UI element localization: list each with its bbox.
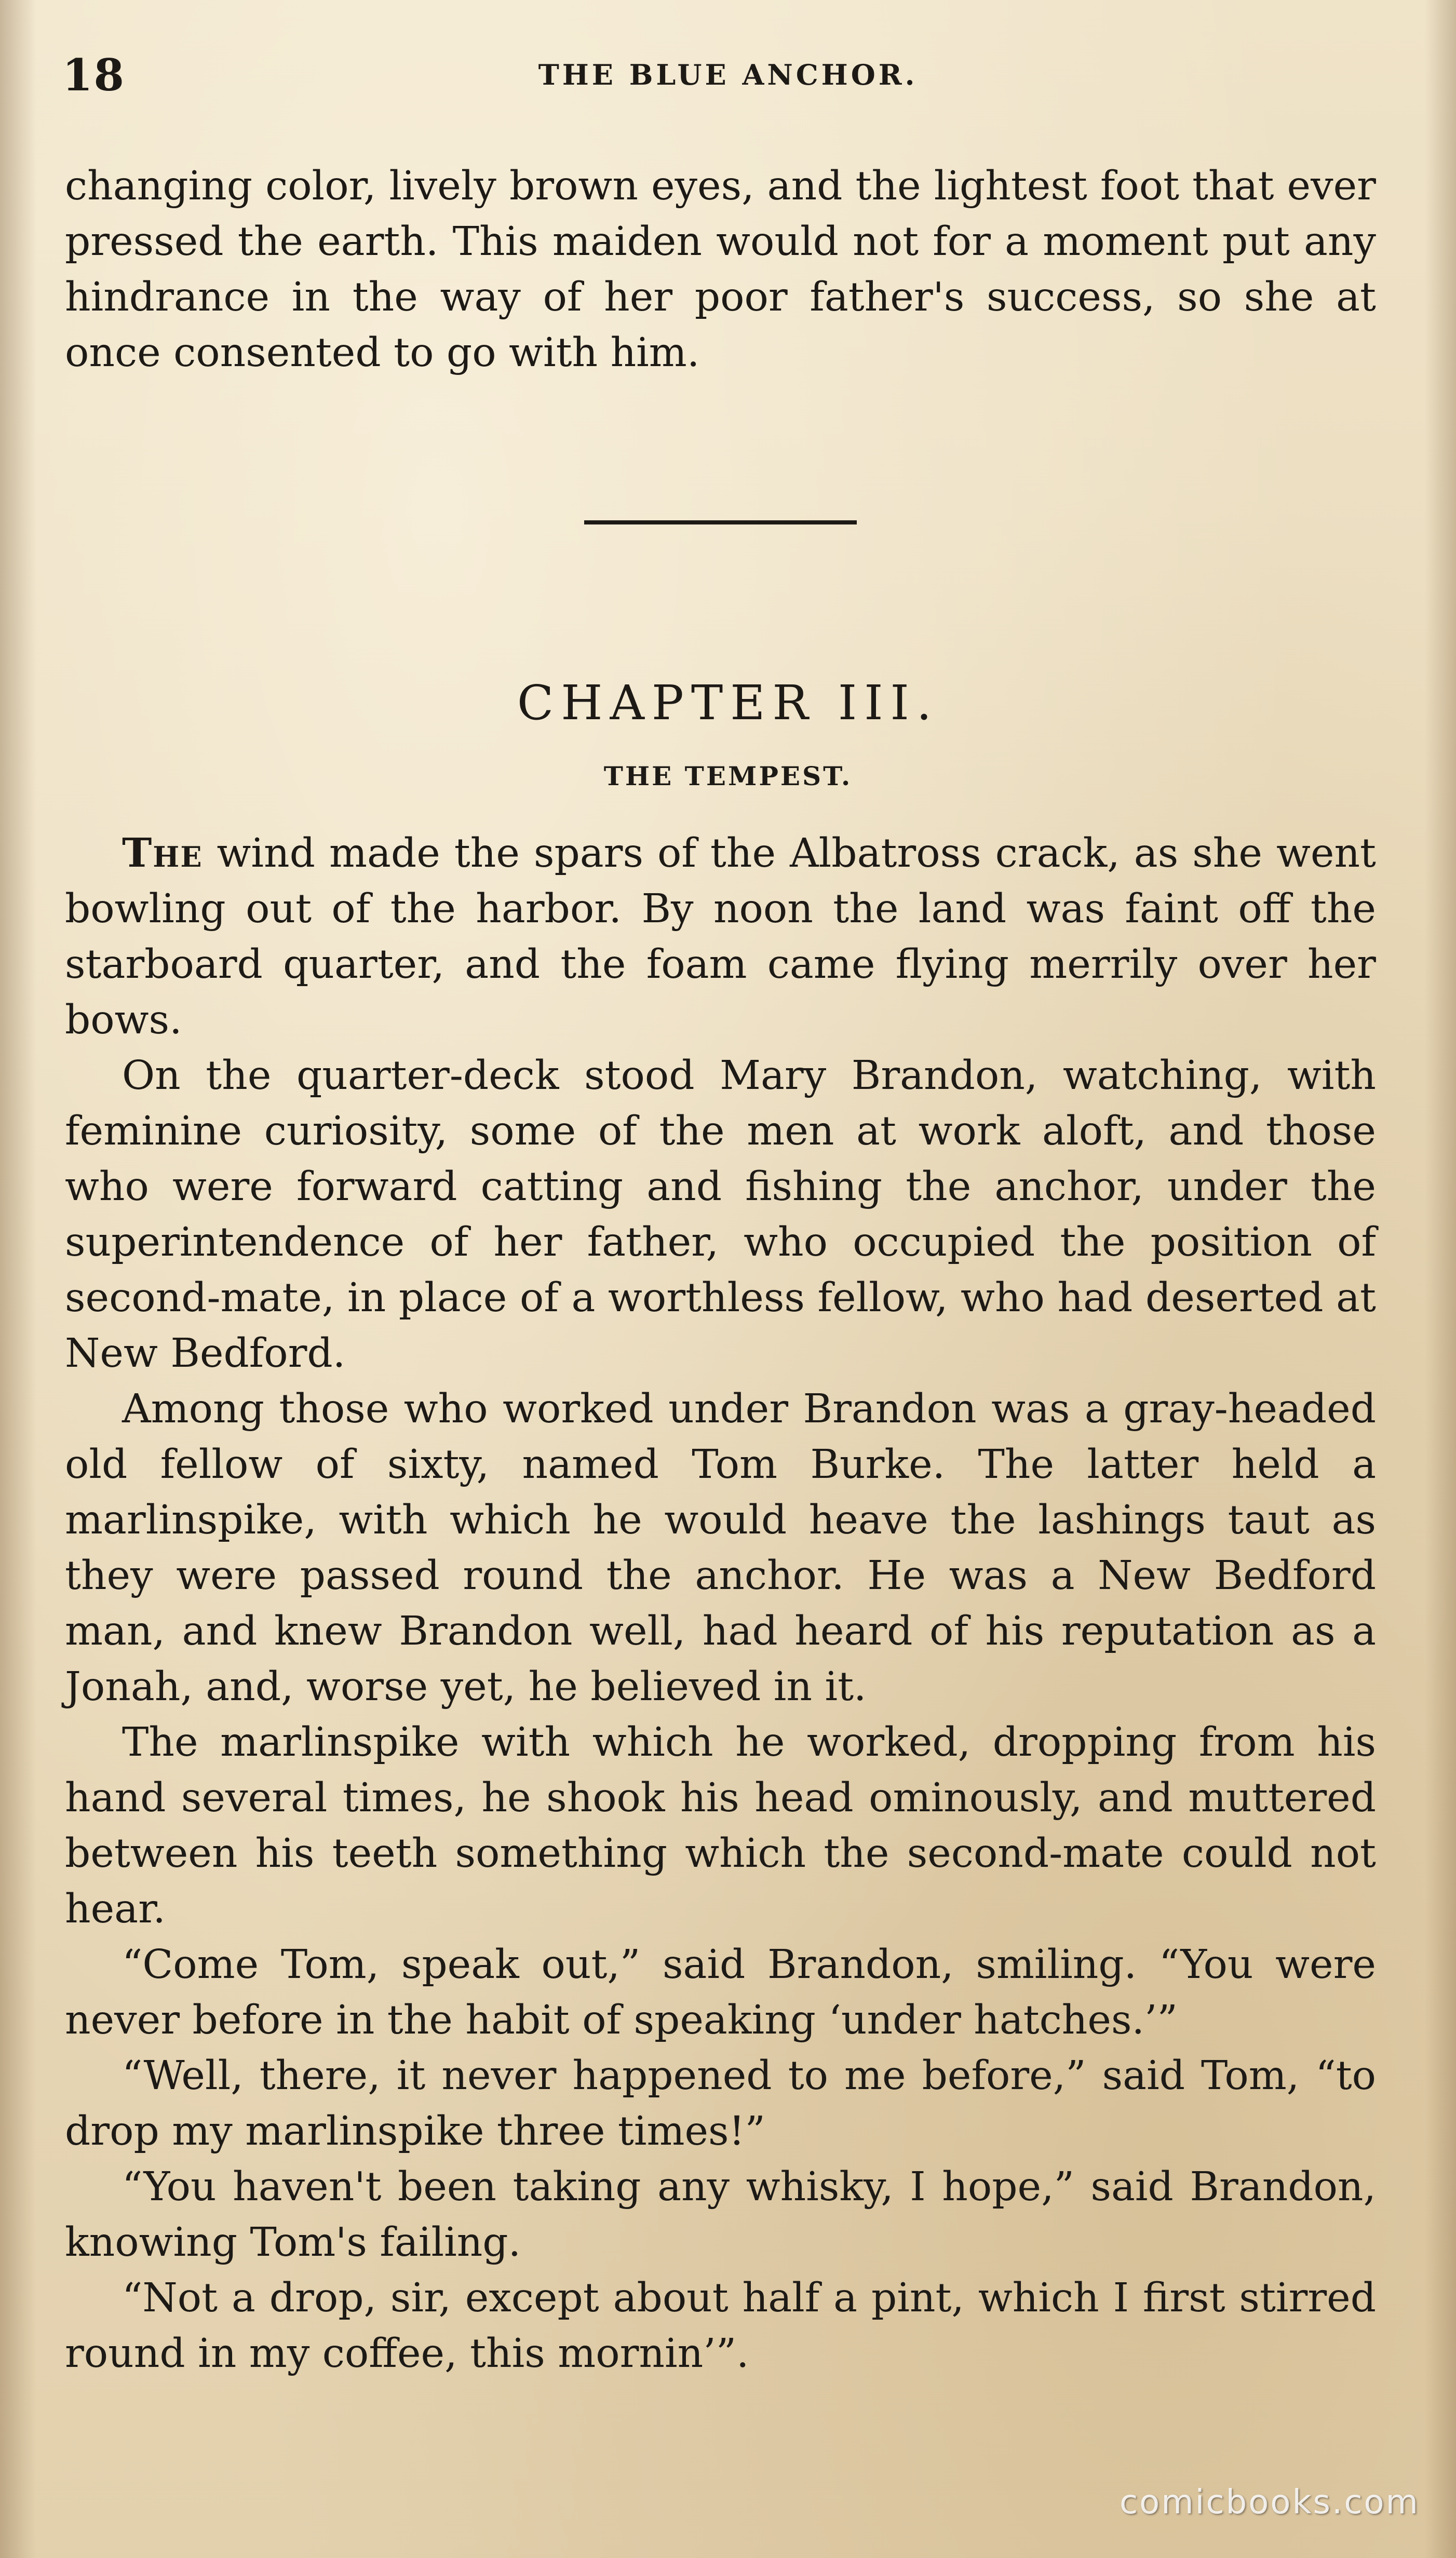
continued-paragraph: changing color, lively brown eyes, and the lightest foot that ever pressed the earth. This maiden would not for a moment put any hindrance in the way of her poor father's success, so she at once consented to go with him. bbox=[65, 163, 1376, 376]
paragraph bbox=[65, 826, 1376, 1048]
page-number: 18 bbox=[62, 49, 125, 101]
site-watermark: comicbooks.com bbox=[1119, 2483, 1420, 2522]
paragraph: “You haven't been taking any whisky, I hope,” said Brandon, knowing Tom's failing. bbox=[65, 2164, 1376, 2266]
paragraph: “Well, there, it never happened to me before,” said Tom, “to drop my marlinspike three times!” bbox=[65, 2053, 1376, 2155]
paragraph: The marlinspike with which he worked, dropping from his hand several times, he shook his head ominously, and muttered between his teeth something which the second-mate could not hear. bbox=[65, 1719, 1376, 1932]
running-title: THE BLUE ANCHOR. bbox=[538, 58, 918, 91]
paragraph-text: wind made the spars of the Albatross crack, as she went bowling out of the harbor. By noon the land was faint off the starboard quarter, and the foam came flying merrily over her bows. bbox=[65, 830, 1376, 1043]
paragraph: On the quarter-deck stood Mary Brandon, watching, with feminine curiosity, some of the men at work aloft, and those who were forward catting and fishing the anchor, under the superintendence of her father, who occupied the position of second-mate, in place of a worthless fellow, who had deserted at New Bedford. bbox=[65, 1053, 1376, 1377]
chapter-heading: CHAPTER III. bbox=[517, 675, 939, 731]
page-edge-shadow-right bbox=[1425, 0, 1456, 2558]
paragraph: Among those who worked under Brandon was a gray-headed old fellow of sixty, named Tom Burke. The latter held a marlinspike, with which he would heave the lashings taut as they were passed round the anchor. He was a New Bedford man, and knew Brandon well, had heard of his reputation as a Jonah, and, worse yet, he believed in it. bbox=[65, 1386, 1376, 1710]
paragraph: “Not a drop, sir, except about half a pint, which I first stirred round in my coffee, this mornin’”. bbox=[65, 2275, 1376, 2377]
chapter-subtitle: THE TEMPEST. bbox=[603, 761, 853, 791]
paragraph: “Come Tom, speak out,” said Brandon, smiling. “You were never before in the habit of speaking ‘under hatches.’” bbox=[65, 1942, 1376, 2043]
chapter-body bbox=[65, 826, 1376, 2381]
continued-text-block bbox=[65, 158, 1376, 381]
section-divider-rule bbox=[584, 520, 857, 524]
page-edge-shadow-left bbox=[0, 0, 36, 2558]
paragraph-lead-word: The bbox=[122, 830, 203, 877]
